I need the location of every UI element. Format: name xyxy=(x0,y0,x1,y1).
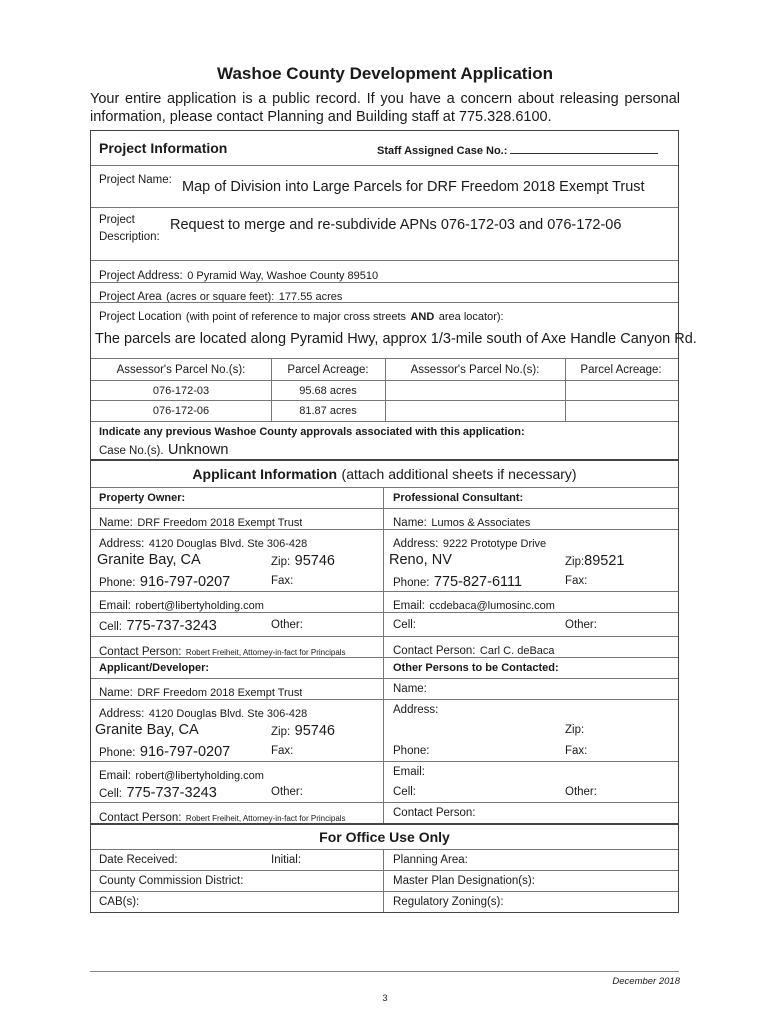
project-location-hint-bold: AND xyxy=(410,311,435,323)
intro-text: Your entire application is a public record. If you have a concern about releasing personal information, please contact Planning and Building staff at 775.328.6100. xyxy=(90,91,680,125)
project-area-hint: (acres or square feet): xyxy=(166,291,275,302)
developer-address[interactable]: Address: 4120 Douglas Blvd. Ste 306-428 xyxy=(99,708,308,720)
other-persons-title: Other Persons to be Contacted: xyxy=(393,662,559,674)
other-person-cell[interactable]: Cell: xyxy=(393,786,417,798)
project-name-row xyxy=(91,165,678,207)
developer-others-email-row xyxy=(91,761,678,782)
parcel-apn[interactable]: 076-172-06 xyxy=(152,405,210,417)
developer-name[interactable]: Name: DRF Freedom 2018 Exempt Trust xyxy=(99,687,303,699)
initial[interactable]: Initial: xyxy=(271,854,302,866)
developer-email[interactable]: Email: robert@libertyholding.com xyxy=(99,770,264,782)
developer-contact[interactable]: Contact Person: Robert Freiheit, Attorney-in-fact for Principals xyxy=(99,812,346,823)
developer-others-contact-row xyxy=(91,802,678,823)
parcel-header-apn-2: Assessor's Parcel No.(s): xyxy=(410,364,540,376)
previous-approvals-row xyxy=(91,421,678,459)
developer-phone[interactable]: Phone: 916-797-0207 xyxy=(99,744,231,760)
professional-consultant-title: Professional Consultant: xyxy=(393,492,524,504)
project-address-value: 0 Pyramid Way, Washoe County 89510 xyxy=(187,270,379,282)
project-location-hint-2: area locator): xyxy=(438,311,504,323)
office-use-title: For Office Use Only xyxy=(319,829,450,845)
parcel-row xyxy=(91,400,678,421)
staff-case-label: Staff Assigned Case No.: xyxy=(377,143,658,165)
case-numbers-label: Case No.(s). xyxy=(99,445,164,457)
project-info-header xyxy=(91,131,678,165)
consultant-zip[interactable]: Zip:89521 xyxy=(565,553,625,569)
developer-cell[interactable]: Cell: 775-737-3243 xyxy=(99,785,217,801)
owner-email[interactable]: Email: robert@libertyholding.com xyxy=(99,600,264,612)
parcel-header-apn-1: Assessor's Parcel No.(s): xyxy=(116,364,246,376)
parcel-header-acreage-1: Parcel Acreage: xyxy=(287,364,369,376)
consultant-fax[interactable]: Fax: xyxy=(565,575,588,587)
owner-consultant-titles xyxy=(91,487,678,508)
project-description-label-2: Description: xyxy=(99,231,160,243)
owner-cell[interactable]: Cell: 775-737-3243 xyxy=(99,618,217,634)
parcel-header-acreage-2: Parcel Acreage: xyxy=(580,364,662,376)
owner-consultant-cell-row xyxy=(91,612,678,636)
other-person-contact[interactable]: Contact Person: xyxy=(393,807,476,819)
consultant-city[interactable]: Reno, NV xyxy=(389,552,452,568)
owner-name[interactable]: Name: DRF Freedom 2018 Exempt Trust xyxy=(99,517,303,529)
applicant-info-header xyxy=(91,459,678,487)
previous-approvals-label: Indicate any previous Washoe County approvals associated with this application: xyxy=(99,426,525,438)
case-numbers-value: Unknown xyxy=(168,442,229,458)
project-name-label: Project Name: xyxy=(99,174,172,186)
consultant-contact[interactable]: Contact Person: Carl C. deBaca xyxy=(393,645,555,657)
other-person-email[interactable]: Email: xyxy=(393,766,425,778)
developer-other[interactable]: Other: xyxy=(271,786,303,798)
cab[interactable]: CAB(s): xyxy=(99,896,140,908)
developer-others-name-row xyxy=(91,678,678,699)
applicant-developer-title: Applicant/Developer: xyxy=(99,662,210,674)
consultant-phone[interactable]: Phone: 775-827-6111 xyxy=(393,574,523,590)
applicant-info-title-line xyxy=(91,466,678,487)
project-location-row xyxy=(91,302,697,358)
project-description-value[interactable]: Request to merge and re-subdivide APNs 076-172-03 and 076-172-06 xyxy=(170,217,622,233)
page-number: 3 xyxy=(382,993,388,1003)
parcel-apn[interactable]: 076-172-03 xyxy=(152,385,210,397)
project-info-title: Project Information xyxy=(99,140,228,156)
developer-zip[interactable]: Zip: 95746 xyxy=(271,723,335,739)
master-plan-designation[interactable]: Master Plan Designation(s): xyxy=(393,875,535,887)
developer-others-city-row xyxy=(91,720,678,740)
owner-consultant-address-row xyxy=(91,529,678,550)
project-address[interactable] xyxy=(99,266,378,282)
owner-consultant-city-row xyxy=(91,550,678,570)
county-commission-district[interactable]: County Commission District: xyxy=(99,875,244,887)
parcel-acreage[interactable]: 95.68 acres xyxy=(299,385,357,397)
application-form xyxy=(90,130,697,913)
office-use-header xyxy=(91,823,678,849)
owner-address[interactable]: Address: 4120 Douglas Blvd. Ste 306-428 xyxy=(99,538,308,550)
staff-case-field[interactable] xyxy=(510,143,658,154)
other-person-phone[interactable]: Phone: xyxy=(393,745,430,757)
owner-phone[interactable]: Phone: 916-797-0207 xyxy=(99,574,231,590)
other-person-fax[interactable]: Fax: xyxy=(565,745,588,757)
property-owner-title: Property Owner: xyxy=(99,492,186,504)
owner-contact[interactable]: Contact Person: Robert Freiheit, Attorney-in-fact for Principals xyxy=(99,646,346,657)
project-area[interactable] xyxy=(99,287,342,302)
consultant-address[interactable]: Address: 9222 Prototype Drive xyxy=(393,538,547,550)
consultant-email[interactable]: Email: ccdebaca@lumosinc.com xyxy=(393,600,555,612)
consultant-cell[interactable]: Cell: xyxy=(393,619,417,631)
consultant-name[interactable]: Name: Lumos & Associates xyxy=(393,517,531,529)
developer-others-cell-row xyxy=(91,782,678,802)
owner-consultant-email-row xyxy=(91,591,678,612)
owner-consultant-name-row xyxy=(91,508,678,529)
project-location-value[interactable]: The parcels are located along Pyramid Hwy, approx 1/3-mile south of Axe Handle Canyon Rd. xyxy=(95,331,697,347)
parcel-table-header xyxy=(91,358,678,380)
project-name-value[interactable]: Map of Division into Large Parcels for DRF Freedom 2018 Exempt Trust xyxy=(182,179,645,195)
office-row-1 xyxy=(91,849,678,870)
applicant-info-hint: (attach additional sheets if necessary) xyxy=(341,466,577,482)
date-received[interactable]: Date Received: xyxy=(99,854,178,866)
office-row-2 xyxy=(91,870,678,891)
owner-city[interactable]: Granite Bay, CA xyxy=(97,552,201,568)
planning-area[interactable]: Planning Area: xyxy=(393,854,468,866)
developer-others-address-row xyxy=(91,699,678,720)
parcel-acreage[interactable]: 81.87 acres xyxy=(299,405,357,417)
project-description-label-1: Project xyxy=(99,214,135,226)
consultant-other[interactable]: Other: xyxy=(565,619,597,631)
owner-other[interactable]: Other: xyxy=(271,619,303,631)
developer-city[interactable]: Granite Bay, CA xyxy=(95,722,199,738)
other-person-zip[interactable]: Zip: xyxy=(565,724,585,736)
project-address-row xyxy=(91,260,678,282)
project-location-label: Project Location xyxy=(99,311,182,323)
project-area-row xyxy=(91,282,678,302)
footer-date: December 2018 xyxy=(612,976,680,987)
other-person-other[interactable]: Other: xyxy=(565,786,597,798)
owner-consultant-phone-row xyxy=(91,570,678,591)
developer-fax[interactable]: Fax: xyxy=(271,745,294,757)
case-numbers[interactable] xyxy=(99,441,228,459)
project-area-label: Project Area xyxy=(99,291,162,302)
other-person-name[interactable]: Name: xyxy=(393,683,427,695)
project-address-label: Project Address: xyxy=(99,270,183,282)
other-person-address[interactable]: Address: xyxy=(393,704,439,716)
project-location-label-line xyxy=(99,307,504,325)
footer-divider xyxy=(90,971,679,972)
project-location-hint-1: (with point of reference to major cross streets xyxy=(185,311,407,323)
developer-others-phone-row xyxy=(91,740,678,761)
owner-consultant-contact-row xyxy=(91,636,678,657)
developer-others-titles xyxy=(91,657,678,678)
office-row-3 xyxy=(91,891,678,912)
parcel-row xyxy=(91,380,678,400)
owner-fax[interactable]: Fax: xyxy=(271,575,294,587)
applicant-info-title: Applicant Information xyxy=(192,466,338,482)
page-title: Washoe County Development Application xyxy=(217,64,553,83)
project-description-row xyxy=(91,207,678,260)
project-area-value: 177.55 acres xyxy=(278,291,343,302)
owner-zip[interactable]: Zip: 95746 xyxy=(271,553,335,569)
regulatory-zoning[interactable]: Regulatory Zoning(s): xyxy=(393,896,504,908)
